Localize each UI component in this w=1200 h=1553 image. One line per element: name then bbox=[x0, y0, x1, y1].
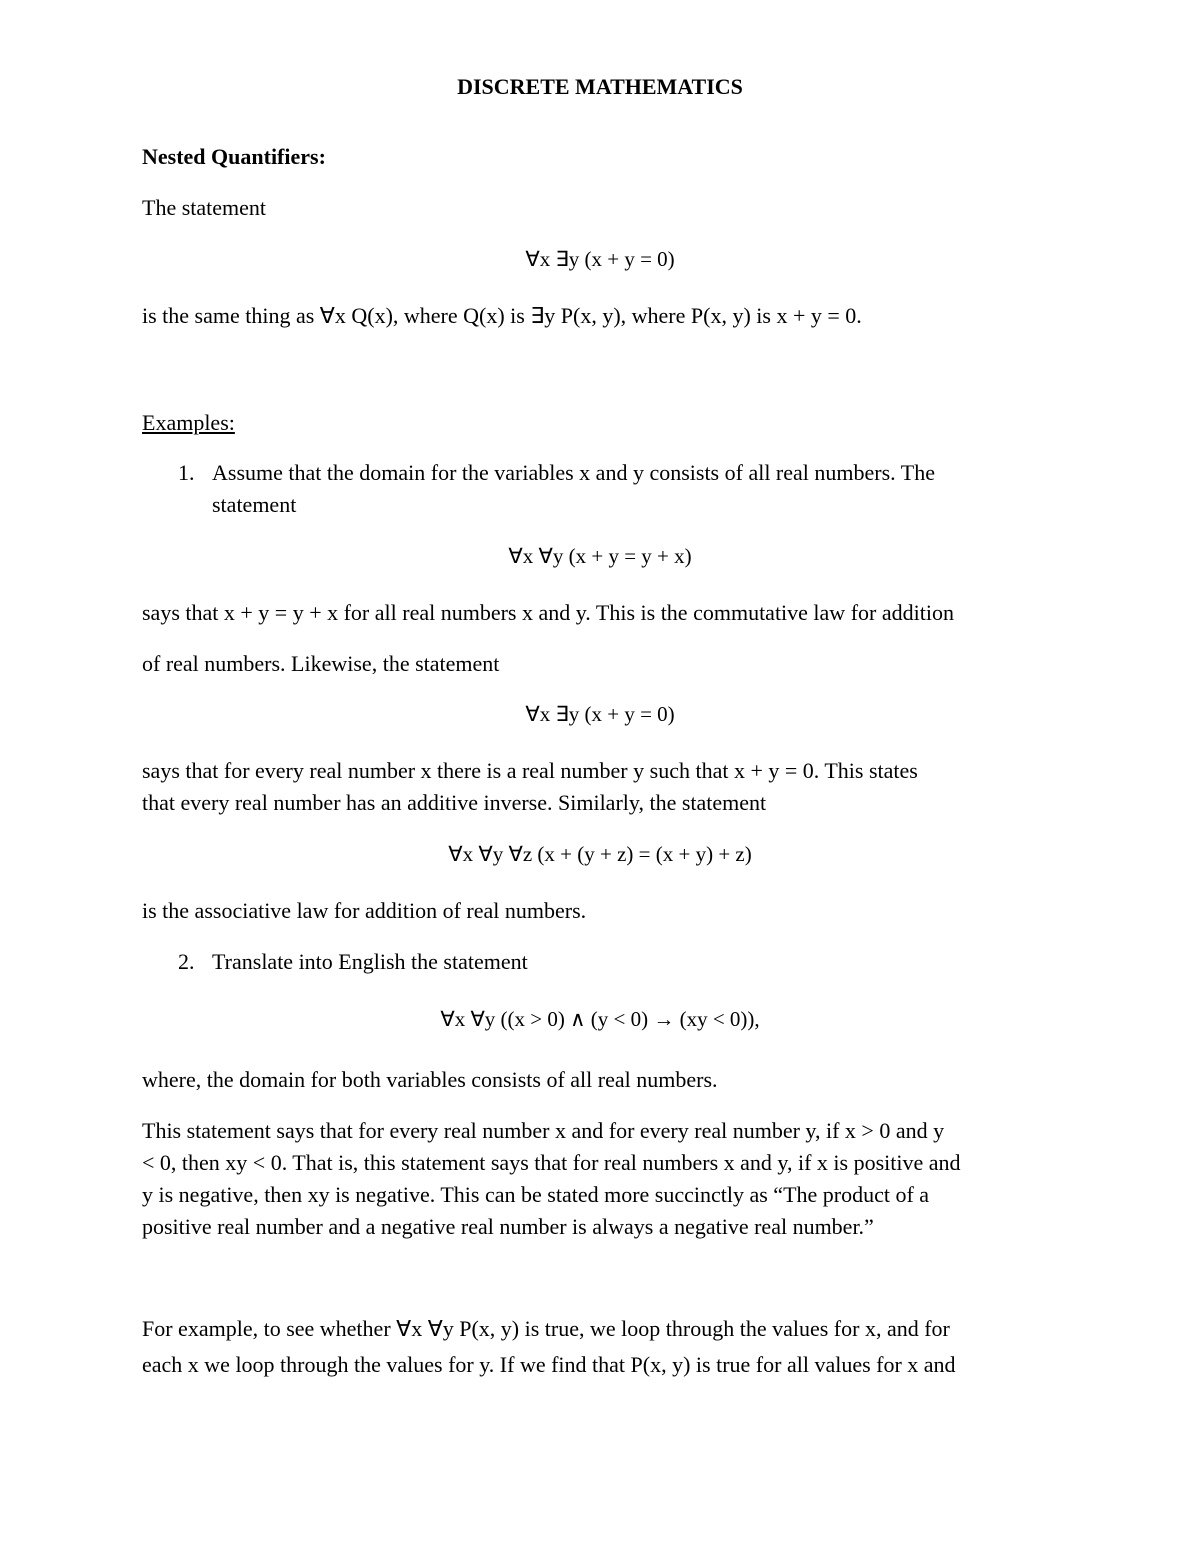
intro-text: The statement bbox=[142, 195, 267, 220]
final-line1: For example, to see whether ∀x ∀y P(x, y) is true, we loop through the values for x, and for bbox=[142, 1316, 950, 1341]
example-1-text1-line1: says that x + y = y + x for all real numbers x and y. This is the commutative law for addition bbox=[142, 600, 954, 625]
example-2-number: 2. bbox=[178, 949, 195, 974]
final-line2: each x we loop through the values for y. If we find that P(x, y) is true for all values for x and bbox=[142, 1352, 956, 1377]
formula-commutative: ∀x ∀y (x + y = y + x) bbox=[508, 544, 692, 568]
example-2-para-line1: This statement says that for every real number x and for every real number y, if x > 0 and y bbox=[142, 1118, 945, 1143]
example-2-domain-note: where, the domain for both variables consists of all real numbers. bbox=[142, 1067, 718, 1092]
example-1-line1: Assume that the domain for the variables x and y consists of all real numbers. The bbox=[212, 460, 935, 485]
page-title: DISCRETE MATHEMATICS bbox=[457, 74, 743, 99]
example-2-para-line3: y is negative, then xy is negative. This can be stated more succinctly as “The product of a bbox=[142, 1182, 930, 1207]
example-1-text2-line1: says that for every real number x there is a real number y such that x + y = 0. This states bbox=[142, 758, 918, 783]
explanation-text: is the same thing as ∀x Q(x), where Q(x) is ∃y P(x, y), where P(x, y) is x + y = 0. bbox=[142, 303, 862, 328]
example-2-para-line2: < 0, then xy < 0. That is, this statement says that for real numbers x and y, if x is positive and bbox=[142, 1150, 961, 1175]
example-1-text3: is the associative law for addition of real numbers. bbox=[142, 898, 587, 923]
example-2-para-line4: positive real number and a negative real number is always a negative real number.” bbox=[142, 1214, 874, 1239]
example-1-line2: statement bbox=[212, 492, 297, 517]
example-1-number: 1. bbox=[178, 460, 195, 485]
section-heading: Nested Quantifiers: bbox=[142, 144, 326, 169]
example-1-text2-line2: that every real number has an additive inverse. Similarly, the statement bbox=[142, 790, 767, 815]
formula-product-sign: ∀x ∀y ((x > 0) ∧ (y < 0) → (xy < 0)), bbox=[440, 1007, 760, 1031]
formula-associative: ∀x ∀y ∀z (x + (y + z) = (x + y) + z) bbox=[448, 842, 752, 866]
formula-additive-inverse: ∀x ∃y (x + y = 0) bbox=[525, 702, 675, 726]
formula-intro: ∀x ∃y (x + y = 0) bbox=[525, 247, 675, 271]
example-1-text1-line2: of real numbers. Likewise, the statement bbox=[142, 651, 500, 676]
examples-heading: Examples: bbox=[142, 410, 235, 435]
example-2-line1: Translate into English the statement bbox=[212, 949, 528, 974]
